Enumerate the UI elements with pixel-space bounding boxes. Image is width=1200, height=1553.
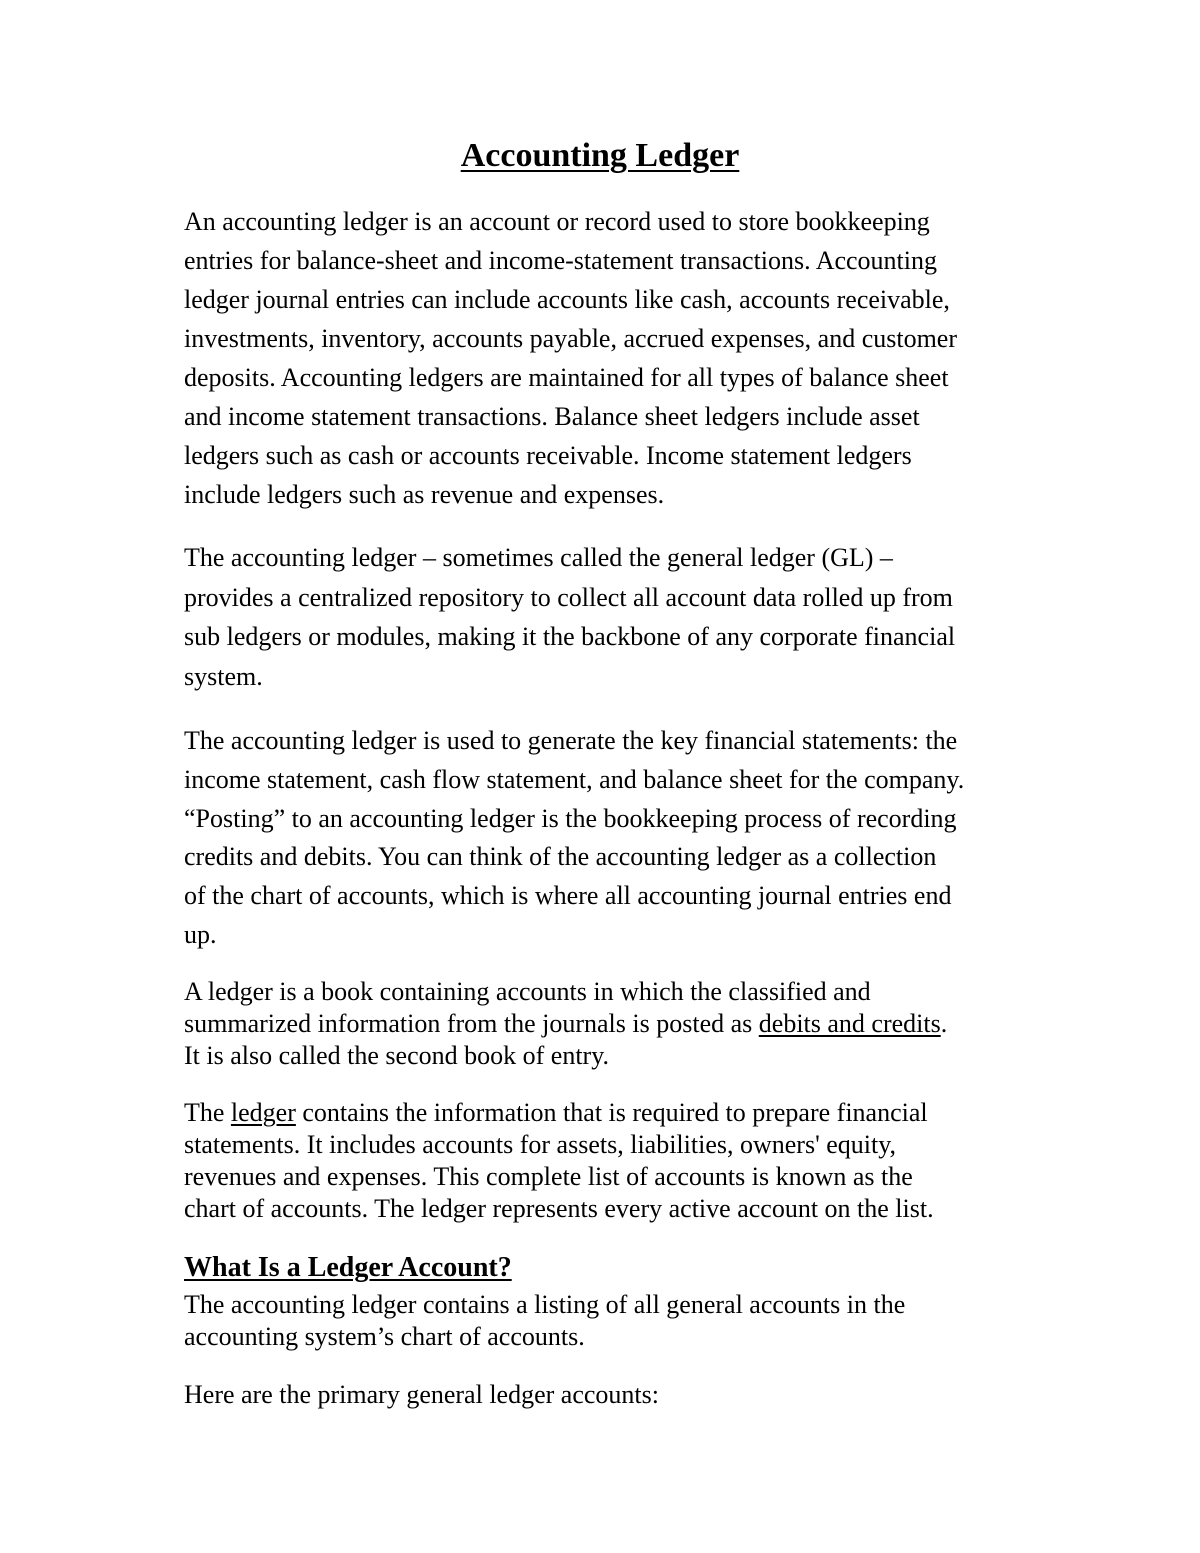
paragraph-line: The accounting ledger is used to generate the key financial statements: the: [184, 726, 958, 755]
paragraph-line: accounting system’s chart of accounts.: [184, 1322, 585, 1351]
text-fragment: summarized information from the journals is posted as: [184, 1009, 759, 1038]
paragraph-line: “Posting” to an accounting ledger is the bookkeeping process of recording: [184, 803, 957, 833]
paragraph-line: Here are the primary general ledger accounts:: [184, 1380, 659, 1409]
document-title-text: Accounting Ledger: [460, 137, 740, 174]
ledger-link[interactable]: ledger: [230, 1098, 296, 1127]
paragraph-line: and income statement transactions. Balance sheet ledgers include asset: [184, 402, 920, 431]
text-fragment: The: [184, 1098, 231, 1127]
paragraph-line: chart of accounts. The ledger represents every active account on the list.: [184, 1194, 934, 1223]
paragraph-financial-statements: [184, 722, 1024, 955]
paragraph-line: [184, 1008, 1024, 1040]
paragraph-line: sub ledgers or modules, making it the backbone of any corporate financial: [184, 622, 956, 651]
paragraph-primary-accounts: [184, 1377, 1024, 1413]
paragraph-book-of-entry: [184, 976, 1024, 1072]
paragraph-ledger-definition: [184, 202, 1024, 514]
paragraph-line: statements. It includes accounts for assets, liabilities, owners' equity,: [184, 1130, 897, 1159]
paragraph-general-ledger: [184, 538, 1024, 696]
paragraph-line: The accounting ledger contains a listing of all general accounts in the: [184, 1290, 906, 1319]
paragraph-line: revenues and expenses. This complete list of accounts is known as the: [184, 1162, 913, 1191]
text-fragment: contains the information that is required to prepare financial: [295, 1098, 928, 1127]
paragraph-line: of the chart of accounts, which is where all accounting journal entries end: [184, 881, 952, 911]
paragraph-line: [184, 1097, 1024, 1129]
paragraph-line: ledgers such as cash or accounts receivable. Income statement ledgers: [184, 441, 912, 470]
paragraph-line: ledger journal entries can include accounts like cash, accounts receivable,: [184, 285, 950, 314]
paragraph-line: income statement, cash flow statement, and balance sheet for the company.: [184, 764, 965, 794]
paragraph-ledger-account: [184, 1289, 1024, 1353]
section-heading-text: What Is a Ledger Account?: [184, 1252, 512, 1283]
paragraph-line: provides a centralized repository to collect all account data rolled up from: [184, 582, 953, 612]
text-fragment: .: [940, 1009, 948, 1038]
paragraph-ledger-contents: [184, 1097, 1024, 1225]
paragraph-line: investments, inventory, accounts payable, accrued expenses, and customer: [184, 324, 957, 353]
paragraph-line: system.: [184, 661, 263, 691]
paragraph-line: entries for balance-sheet and income-statement transactions. Accounting: [184, 246, 937, 275]
paragraph-line: up.: [184, 919, 217, 949]
paragraph-line: The accounting ledger – sometimes called the general ledger (GL) –: [184, 543, 893, 572]
document-title: [0, 134, 1200, 178]
debits-and-credits-link[interactable]: debits and credits: [758, 1009, 941, 1038]
paragraph-line: An accounting ledger is an account or record used to store bookkeeping: [184, 207, 930, 236]
section-heading: [184, 1250, 512, 1286]
paragraph-line: credits and debits. You can think of the accounting ledger as a collection: [184, 842, 937, 872]
paragraph-line: include ledgers such as revenue and expenses.: [184, 480, 665, 509]
paragraph-line: It is also called the second book of entry.: [184, 1041, 610, 1070]
paragraph-line: deposits. Accounting ledgers are maintained for all types of balance sheet: [184, 363, 949, 392]
paragraph-line: A ledger is a book containing accounts in which the classified and: [184, 977, 871, 1006]
